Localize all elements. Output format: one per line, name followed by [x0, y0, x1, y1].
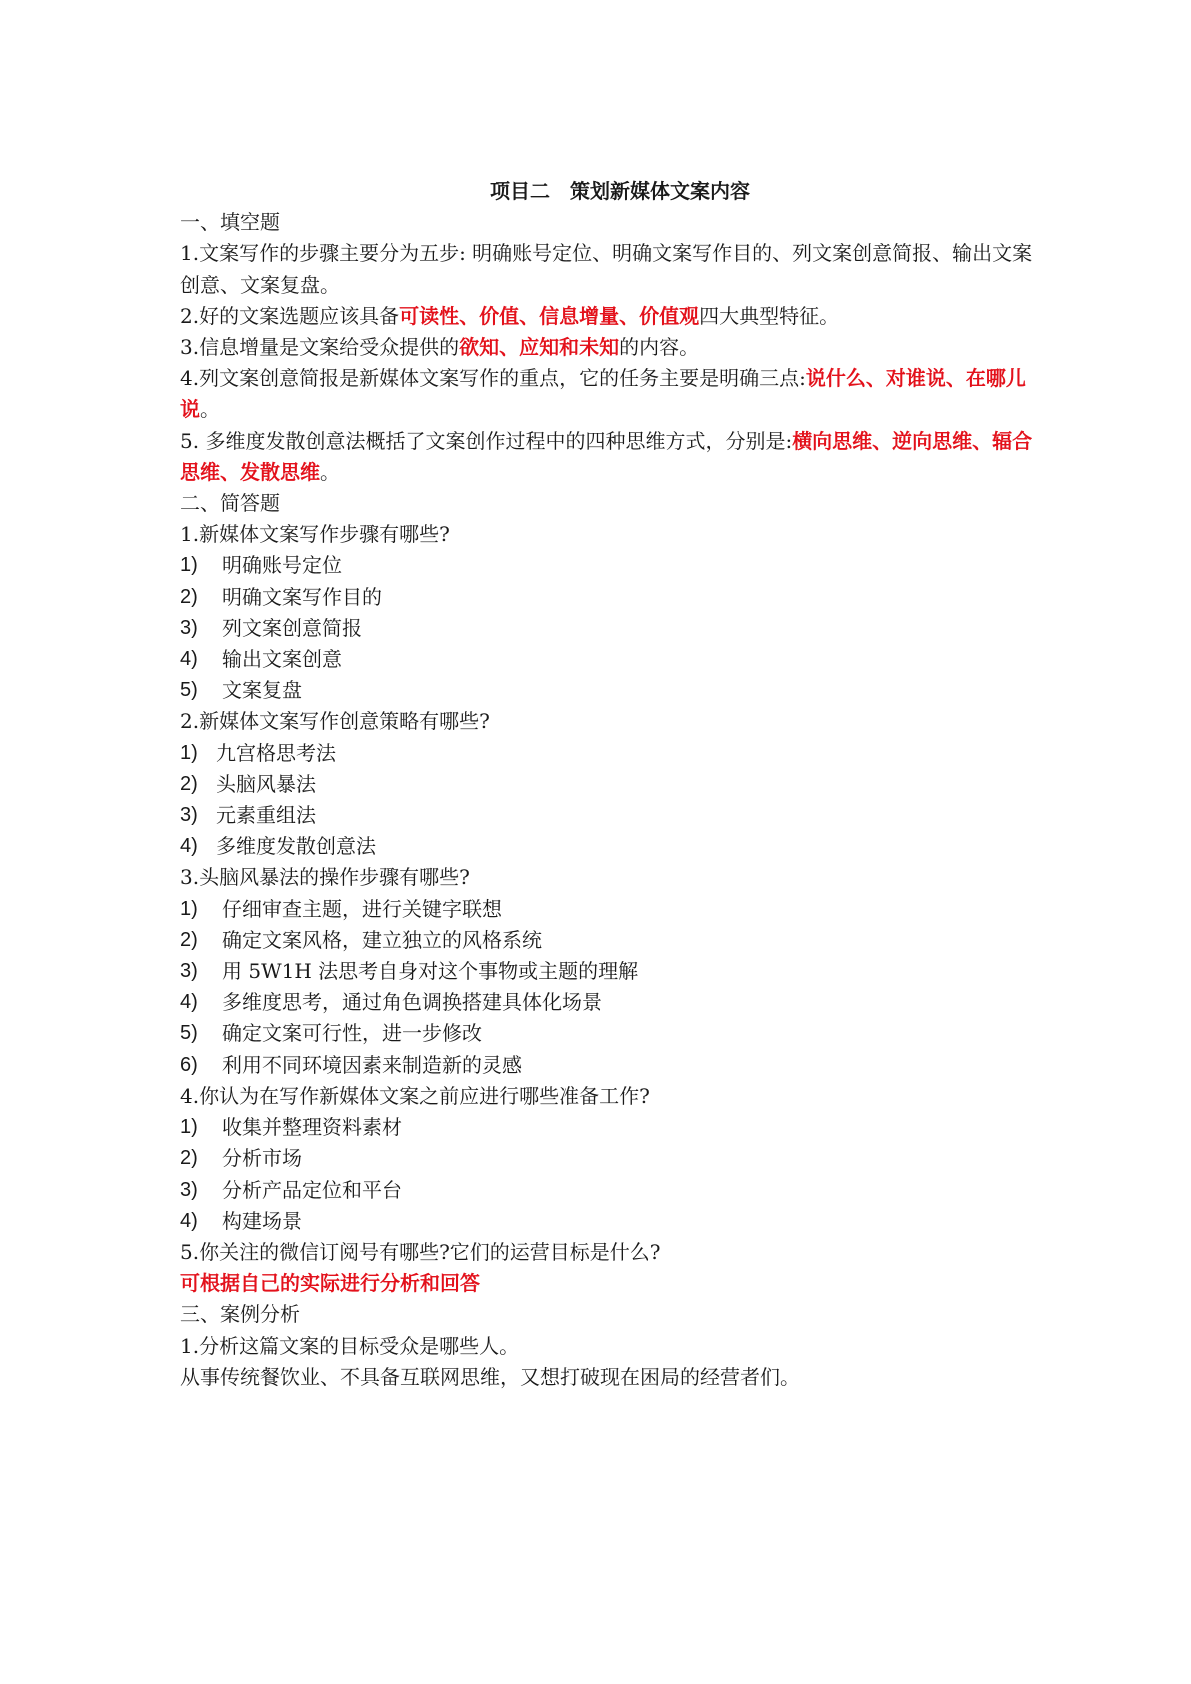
fill-blank-q4: [180, 363, 1040, 425]
list-item: [180, 925, 1040, 956]
q3-answer: 欲知、应知和未知: [459, 335, 620, 360]
list-item: [180, 1175, 1040, 1206]
list-text: 分析市场: [222, 1146, 302, 1171]
short-answer-q5-answer: 可根据自己的实际进行分析和回答: [180, 1271, 480, 1296]
case-study-q1: 1.分析这篇文案的目标受众是哪些人。: [180, 1333, 520, 1358]
list-text: 文案复盘: [222, 678, 302, 703]
answer-list-q1: [180, 550, 1040, 706]
list-item: [180, 644, 1040, 675]
fill-blank-q1: 1.文案写作的步骤主要分为五步: 明确账号定位、明确文案写作目的、列文案创意简报、输出文案创意、文案复盘。: [180, 241, 1033, 297]
list-item: [180, 675, 1040, 706]
q2-text-end: 四大典型特征。: [699, 303, 840, 328]
q5-text-end: 。: [320, 459, 340, 484]
list-number: 3): [180, 804, 198, 827]
list-number: 2): [180, 1147, 198, 1170]
list-text: 用 5W1H 法思考自身对这个事物或主题的理解: [222, 959, 639, 984]
list-item: [180, 987, 1040, 1018]
list-number: 1): [180, 554, 198, 577]
list-item: [180, 1018, 1040, 1049]
list-text: 头脑风暴法: [216, 771, 316, 796]
list-number: 6): [180, 1053, 198, 1076]
fill-blank-q5: [180, 426, 1040, 488]
list-text: 元素重组法: [216, 803, 316, 828]
q2-answer: 可读性、价值、信息增量、价值观: [399, 303, 700, 328]
list-text: 收集并整理资料素材: [222, 1115, 402, 1140]
list-number: 4): [180, 835, 198, 858]
list-text: 确定文案可行性，进一步修改: [222, 1021, 482, 1046]
list-item: [180, 1143, 1040, 1174]
list-number: 2): [180, 928, 198, 951]
list-text: 利用不同环境因素来制造新的灵感: [222, 1052, 522, 1077]
list-number: 1): [180, 741, 198, 764]
list-number: 3): [180, 1178, 198, 1201]
list-item: [180, 1206, 1040, 1237]
answer-list-q3: [180, 894, 1040, 1081]
q4-answer: 说什么、对谁说、在哪儿说: [180, 366, 1026, 422]
list-text: 构建场景: [222, 1208, 302, 1233]
list-number: 4): [180, 1209, 198, 1232]
list-text: 多维度发散创意法: [216, 834, 376, 859]
list-text: 列文案创意简报: [222, 615, 362, 640]
document-body: [180, 176, 1040, 1393]
list-number: 2): [180, 772, 198, 795]
list-text: 输出文案创意: [222, 647, 342, 672]
list-text: 九宫格思考法: [216, 740, 336, 765]
answer-list-q2: [180, 738, 1040, 863]
list-item: [180, 1112, 1040, 1143]
case-study-a1: 从事传统餐饮业、不具备互联网思维，又想打破现在困局的经营者们。: [180, 1364, 800, 1389]
list-item: [180, 956, 1040, 987]
list-number: 1): [180, 897, 198, 920]
list-text: 分析产品定位和平台: [222, 1177, 402, 1202]
list-number: 4): [180, 648, 198, 671]
q5-answer: 横向思维、逆向思维、辐合思维、发散思维: [180, 428, 1033, 484]
list-text: 多维度思考，通过角色调换搭建具体化场景: [222, 990, 602, 1015]
short-answer-q4: 4.你认为在写作新媒体文案之前应进行哪些准备工作?: [180, 1083, 650, 1108]
list-item: [180, 831, 1040, 862]
q4-text-end: 。: [200, 397, 220, 422]
list-item: [180, 550, 1040, 581]
q4-text: 4.列文案创意简报是新媒体文案写作的重点，它的任务主要是明确三点:: [180, 366, 806, 391]
q2-text: 2.好的文案选题应该具备: [180, 303, 400, 328]
list-number: 5): [180, 679, 198, 702]
list-number: 4): [180, 991, 198, 1014]
list-number: 3): [180, 960, 198, 983]
section-heading-short-answer: 二、简答题: [180, 491, 280, 516]
list-item: [180, 738, 1040, 769]
q3-text: 3.信息增量是文案给受众提供的: [180, 335, 460, 360]
list-text: 明确文案写作目的: [222, 584, 382, 609]
fill-blank-q2: [180, 301, 1040, 332]
list-number: 2): [180, 585, 198, 608]
short-answer-q5: 5.你关注的微信订阅号有哪些?它们的运营目标是什么?: [180, 1239, 661, 1264]
list-item: [180, 894, 1040, 925]
list-item: [180, 800, 1040, 831]
short-answer-q1: 1.新媒体文案写作步骤有哪些?: [180, 522, 450, 547]
list-number: 3): [180, 616, 198, 639]
list-text: 仔细审查主题，进行关键字联想: [222, 896, 502, 921]
q5-text: 5. 多维度发散创意法概括了文案创作过程中的四种思维方式，分别是:: [180, 428, 793, 453]
list-number: 5): [180, 1022, 198, 1045]
list-item: [180, 582, 1040, 613]
list-item: [180, 769, 1040, 800]
list-text: 明确账号定位: [222, 553, 342, 578]
page-title: 项目二 策划新媒体文案内容: [490, 179, 750, 203]
answer-list-q4: [180, 1112, 1040, 1237]
list-text: 确定文案风格，建立独立的风格系统: [222, 927, 542, 952]
fill-blank-q3: [180, 332, 1040, 363]
q3-text-end: 的内容。: [619, 335, 700, 360]
list-item: [180, 613, 1040, 644]
short-answer-q3: 3.头脑风暴法的操作步骤有哪些?: [180, 865, 470, 890]
section-heading-fill-blank: 一、填空题: [180, 210, 280, 235]
list-number: 1): [180, 1116, 198, 1139]
section-heading-case-study: 三、案例分析: [180, 1302, 300, 1327]
short-answer-q2: 2.新媒体文案写作创意策略有哪些?: [180, 709, 490, 734]
list-item: [180, 1050, 1040, 1081]
